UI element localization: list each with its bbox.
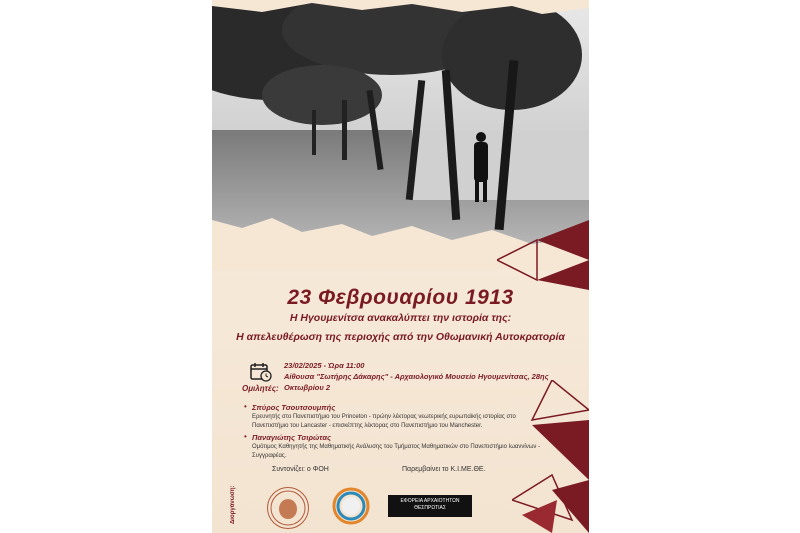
bullet-icon: •	[244, 402, 247, 411]
ephoria-line2: ΘΕΣΠΡΩΤΙΑΣ	[414, 505, 446, 511]
speakers-heading: Ομιλητές:	[242, 384, 279, 393]
speaker-name: Παναγιώτης Τσιρώτας	[252, 433, 331, 442]
event-subtitle-line1: Η Ηγουμενίτσα ανακαλύπτει την ιστορία της:	[289, 312, 512, 324]
speaker-description: Ομότιμος Καθηγητής της Μαθηματικής Ανάλυσης του Τμήματος Μαθηματικών στο Πανεπιστήμιο Ιωαννίνων - Συγγραφέας.	[252, 444, 541, 459]
foh-logo	[332, 487, 370, 525]
speaker-name: Σπύρος Τσουτσουμπής	[252, 403, 336, 412]
ephoria-logo	[388, 495, 472, 517]
event-date-time: 23/02/2025 - Ώρα 11:00	[284, 361, 365, 370]
organizer-vertical-label: Διοργάνωση:	[230, 485, 236, 524]
event-info	[284, 360, 589, 393]
event-subtitle-line2: Η απελευθέρωση της περιοχής από την Οθωμανική Αυτοκρατορία	[236, 331, 565, 343]
triangles-decoration-top	[497, 220, 589, 290]
organizer-text: Συντονίζει: ο ΦΟΗ	[272, 466, 329, 473]
ephoria-line1: ΕΦΟΡΕΙΑ ΑΡΧΑΙΟΤΗΤΩΝ	[400, 498, 460, 504]
participant-text: Παρεμβαίνει το Κ.Ι.ΜΕ.ΘΕ.	[402, 466, 486, 473]
municipality-seal-logo	[267, 487, 309, 529]
event-location: Αίθουσα "Σωτήρης Δάκαρης" - Αρχαιολογικό Μουσείο Ηγουμενίτσας, 28ης Οκτωβρίου 2	[284, 372, 549, 392]
bullet-icon: •	[244, 432, 247, 441]
calendar-clock-icon	[250, 362, 272, 382]
event-poster	[212, 0, 589, 533]
event-title: 23 Φεβρουαρίου 1913	[287, 286, 514, 309]
speaker-description: Ερευνητής στο Πανεπιστήμιο του Princeton - πρώην λέκτορας νεωτερικής ευρωπαϊκής ιστορίας στο Πανεπιστήμιο του Lancaster - επισκέπτης λέκτορας στο Πανεπιστήμιο του Manchester.	[252, 414, 516, 429]
